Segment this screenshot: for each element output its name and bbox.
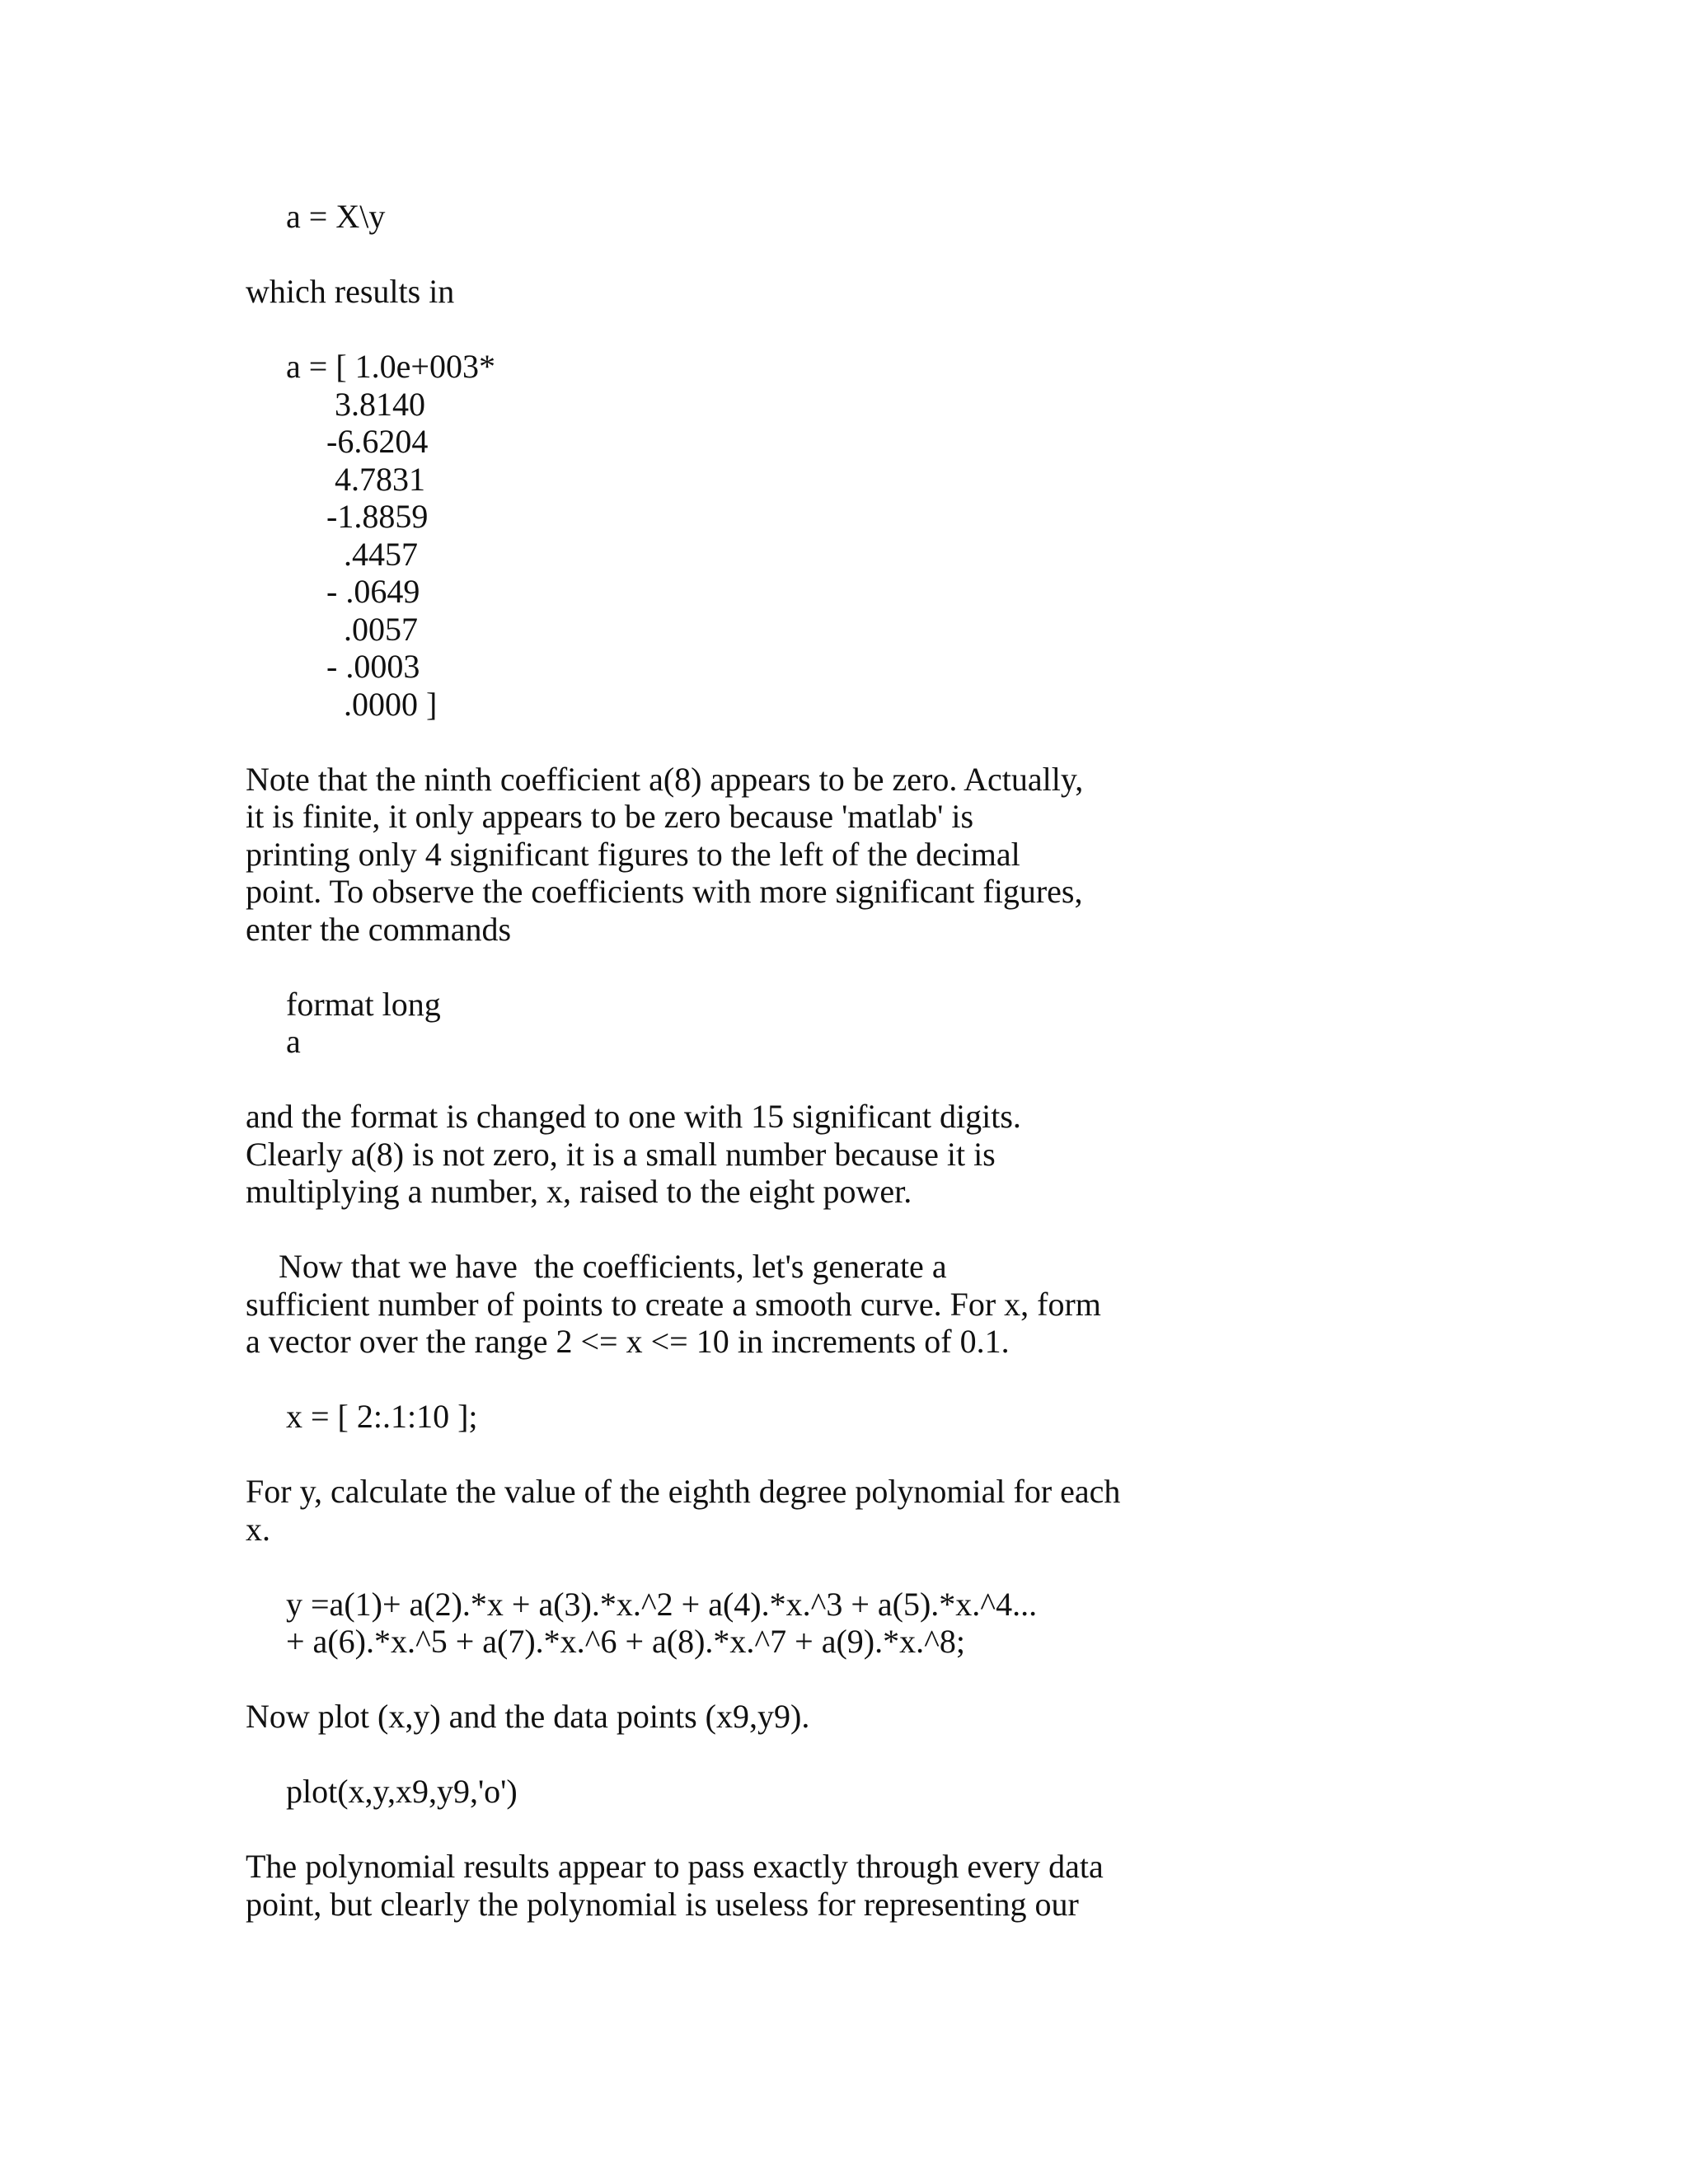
code-plot: plot(x,y,x9,y9,'o')	[286, 1773, 518, 1810]
paragraph-now-line: a vector over the range 2 <= x <= 10 in increments of 0.1.	[246, 1323, 1010, 1360]
coefficient-value: .4457	[344, 536, 418, 573]
code-a: a	[286, 1023, 301, 1060]
paragraph-y-line: For y, calculate the value of the eighth degree polynomial for each	[246, 1473, 1121, 1510]
paragraph-plot: Now plot (x,y) and the data points (x9,y9).	[246, 1698, 810, 1735]
paragraph-final-line: The polynomial results appear to pass exactly through every data	[246, 1848, 1104, 1885]
paragraph-note-line: enter the commands	[246, 911, 512, 948]
paragraph-note-line: it is finite, it only appears to be zero because 'matlab' is	[246, 798, 974, 835]
code-x-vector: x = [ 2:.1:10 ];	[286, 1398, 478, 1435]
coefficient-value: -6.6204	[326, 423, 429, 460]
coefficient-value: .0000 ]	[344, 686, 438, 723]
paragraph-final-line: point, but clearly the polynomial is useless for representing our	[246, 1886, 1079, 1923]
paragraph-now-line: sufficient number of points to create a smooth curve. For x, form	[246, 1286, 1101, 1323]
coefficient-value: - .0003	[326, 648, 420, 685]
coefficient-value: .0057	[344, 611, 418, 648]
coefficient-value: 3.8140	[335, 386, 425, 423]
paragraph-y-line: x.	[246, 1511, 270, 1548]
code-y-polynomial: y =a(1)+ a(2).*x + a(3).*x.^2 + a(4).*x.^3 + a(5).*x.^4...	[286, 1586, 1038, 1623]
paragraph-format-line: Clearly a(8) is not zero, it is a small number because it is	[246, 1136, 996, 1173]
coefficient-value: -1.8859	[326, 498, 429, 535]
code-format-long: format long	[286, 986, 441, 1023]
paragraph-now-line: Now that we have the coefficients, let's generate a	[246, 1248, 947, 1285]
coefficient-header: a = [ 1.0e+003*	[286, 348, 495, 385]
paragraph-note-line: Note that the ninth coefficient a(8) appears to be zero. Actually,	[246, 761, 1084, 798]
coefficient-value: - .0649	[326, 573, 420, 610]
paragraph-which-results: which results in	[246, 273, 455, 310]
coefficient-value: 4.7831	[335, 461, 425, 498]
code-solve: a = X\y	[286, 198, 386, 235]
paragraph-note-line: point. To observe the coefficients with more significant figures,	[246, 873, 1083, 910]
code-y-polynomial: + a(6).*x.^5 + a(7).*x.^6 + a(8).*x.^7 + a(9).*x.^8;	[286, 1623, 966, 1660]
paragraph-format-line: and the format is changed to one with 15 significant digits.	[246, 1098, 1021, 1135]
paragraph-format-line: multiplying a number, x, raised to the eight power.	[246, 1173, 912, 1210]
paragraph-note-line: printing only 4 significant figures to the left of the decimal	[246, 836, 1020, 873]
